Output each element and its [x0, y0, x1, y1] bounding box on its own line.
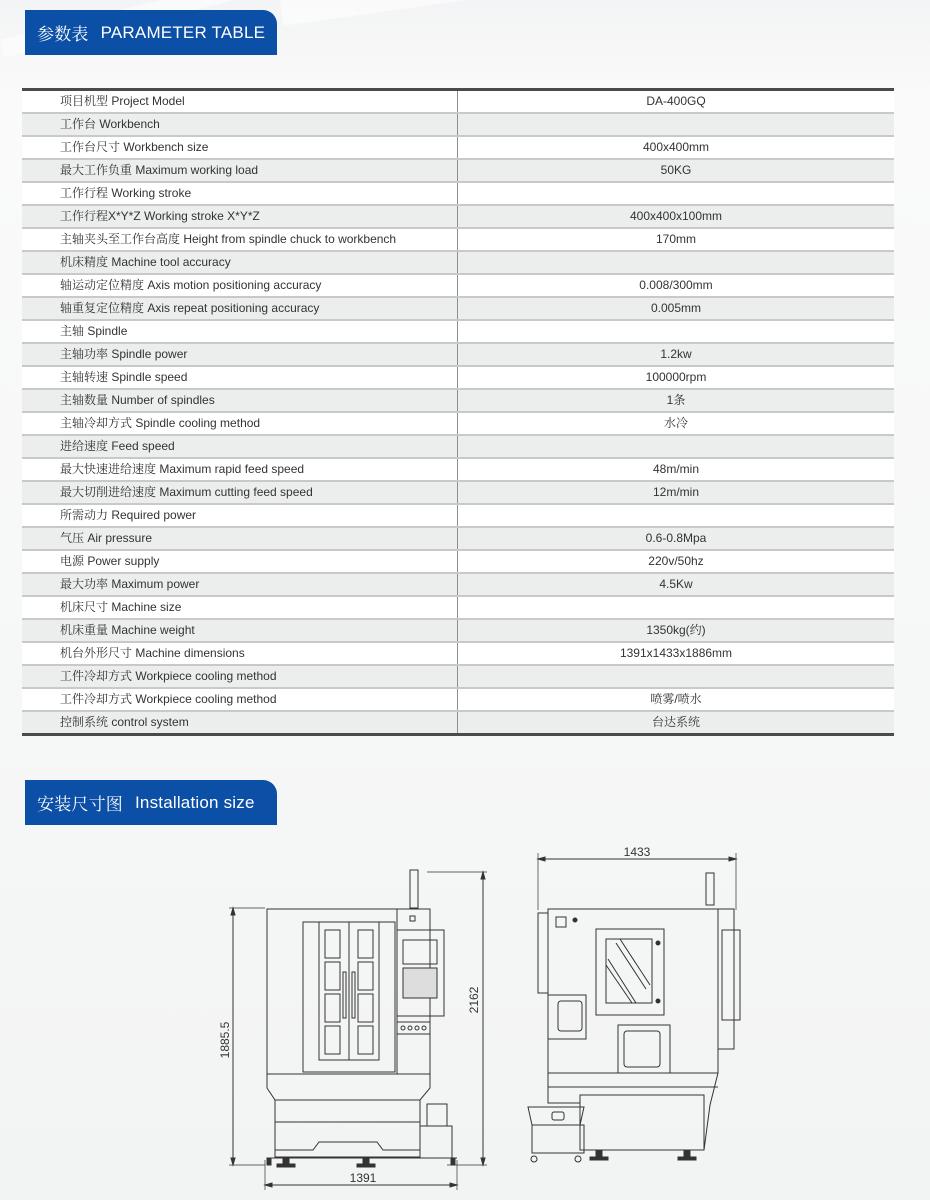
- parameter-name: 电源 Power supply: [22, 550, 458, 573]
- parameter-value: DA-400GQ: [458, 90, 895, 114]
- parameter-value: 0.6-0.8Mpa: [458, 527, 895, 550]
- parameter-name: 工作台尺寸 Workbench size: [22, 136, 458, 159]
- parameter-name: 工作台 Workbench: [22, 113, 458, 136]
- parameter-name: 主轴 Spindle: [22, 320, 458, 343]
- parameter-name: 最大功率 Maximum power: [22, 573, 458, 596]
- table-row: [22, 136, 894, 159]
- table-row: [22, 205, 894, 228]
- parameter-name: 项目机型 Project Model: [22, 90, 458, 114]
- table-row: [22, 619, 894, 642]
- table-row: [22, 504, 894, 527]
- parameter-name: 工件冷却方式 Workpiece cooling method: [22, 688, 458, 711]
- heading-cn: 安装尺寸图: [37, 795, 123, 814]
- dim-width: 1391: [349, 1171, 377, 1185]
- parameter-name: 工作行程X*Y*Z Working stroke X*Y*Z: [22, 205, 458, 228]
- table-row: [22, 596, 894, 619]
- table-row: [22, 297, 894, 320]
- parameter-value: 喷雾/喷水: [458, 688, 895, 711]
- table-row: [22, 711, 894, 735]
- heading-cn: 参数表: [37, 25, 89, 44]
- table-row: [22, 688, 894, 711]
- parameter-table: [22, 88, 894, 736]
- table-row: [22, 228, 894, 251]
- parameter-value: 4.5Kw: [458, 573, 895, 596]
- parameter-value: [458, 435, 895, 458]
- parameter-name: 轴重复定位精度 Axis repeat positioning accuracy: [22, 297, 458, 320]
- table-row: [22, 550, 894, 573]
- parameter-name: 机床精度 Machine tool accuracy: [22, 251, 458, 274]
- parameter-value: 400x400x100mm: [458, 205, 895, 228]
- parameter-value: 50KG: [458, 159, 895, 182]
- parameter-value: [458, 665, 895, 688]
- parameter-value: 1条: [458, 389, 895, 412]
- parameter-table-heading: [25, 10, 277, 55]
- parameter-value: 1.2kw: [458, 343, 895, 366]
- parameter-value: [458, 182, 895, 205]
- parameter-name: 工作行程 Working stroke: [22, 182, 458, 205]
- installation-size-heading: [25, 780, 277, 825]
- parameter-name: 气压 Air pressure: [22, 527, 458, 550]
- front-view-drawing: [215, 860, 495, 1200]
- parameter-value: 水冷: [458, 412, 895, 435]
- table-row: [22, 343, 894, 366]
- parameter-name: 机台外形尺寸 Machine dimensions: [22, 642, 458, 665]
- parameter-value: 400x400mm: [458, 136, 895, 159]
- table-row: [22, 527, 894, 550]
- parameter-name: 主轴夹头至工作台高度 Height from spindle chuck to workbench: [22, 228, 458, 251]
- dim-depth: 1433: [623, 845, 651, 859]
- parameter-name: 主轴数量 Number of spindles: [22, 389, 458, 412]
- parameter-value: [458, 504, 895, 527]
- parameter-value: 170mm: [458, 228, 895, 251]
- table-row: [22, 90, 894, 114]
- heading-en: PARAMETER TABLE: [100, 22, 266, 42]
- parameter-name: 机床尺寸 Machine size: [22, 596, 458, 619]
- table-row: [22, 412, 894, 435]
- parameter-name: 工件冷却方式 Workpiece cooling method: [22, 665, 458, 688]
- parameter-value: 12m/min: [458, 481, 895, 504]
- table-row: [22, 159, 894, 182]
- parameter-name: 控制系统 control system: [22, 711, 458, 735]
- parameter-name: 所需动力 Required power: [22, 504, 458, 527]
- parameter-value: [458, 251, 895, 274]
- parameter-value: [458, 596, 895, 619]
- parameter-value: [458, 113, 895, 136]
- heading-en: Installation size: [135, 792, 255, 812]
- table-row: [22, 274, 894, 297]
- parameter-name: 轴运动定位精度 Axis motion positioning accuracy: [22, 274, 458, 297]
- table-row: [22, 389, 894, 412]
- table-row: [22, 458, 894, 481]
- dim-height-body: 1885.5: [218, 1021, 232, 1059]
- parameter-name: 最大切削进给速度 Maximum cutting feed speed: [22, 481, 458, 504]
- parameter-value: 0.005mm: [458, 297, 895, 320]
- table-row: [22, 251, 894, 274]
- table-row: [22, 113, 894, 136]
- table-row: [22, 481, 894, 504]
- parameter-name: 最大工作负重 Maximum working load: [22, 159, 458, 182]
- parameter-name: 最大快速进给速度 Maximum rapid feed speed: [22, 458, 458, 481]
- parameter-value: 台达系统: [458, 711, 895, 735]
- table-row: [22, 366, 894, 389]
- table-row: [22, 642, 894, 665]
- table-row: [22, 182, 894, 205]
- parameter-name: 主轴转速 Spindle speed: [22, 366, 458, 389]
- parameter-value: 100000rpm: [458, 366, 895, 389]
- parameter-name: 主轴冷却方式 Spindle cooling method: [22, 412, 458, 435]
- parameter-value: 1350kg(约): [458, 619, 895, 642]
- parameter-name: 机床重量 Machine weight: [22, 619, 458, 642]
- parameter-name: 主轴功率 Spindle power: [22, 343, 458, 366]
- side-view-drawing: [520, 835, 760, 1175]
- parameter-value: 0.008/300mm: [458, 274, 895, 297]
- parameter-value: 1391x1433x1886mm: [458, 642, 895, 665]
- parameter-value: 220v/50hz: [458, 550, 895, 573]
- table-row: [22, 665, 894, 688]
- parameter-value: [458, 320, 895, 343]
- background-beam: [280, 0, 930, 26]
- table-row: [22, 320, 894, 343]
- parameter-value: 48m/min: [458, 458, 895, 481]
- dim-height-total: 2162: [467, 986, 481, 1014]
- table-row: [22, 573, 894, 596]
- table-row: [22, 435, 894, 458]
- parameter-name: 进给速度 Feed speed: [22, 435, 458, 458]
